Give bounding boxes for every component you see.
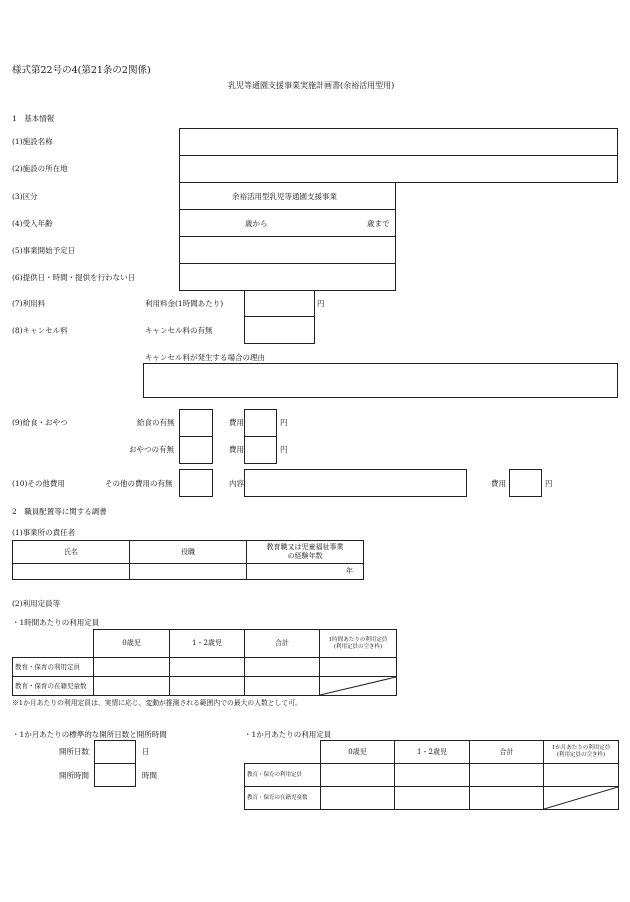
hourly-enrolled-total[interactable] (245, 677, 320, 696)
meal-field[interactable] (179, 409, 213, 437)
manager-title-cell[interactable] (130, 564, 247, 580)
hourly-capacity-total[interactable] (245, 658, 320, 677)
snack-yen: 円 (280, 445, 288, 454)
meal-sub-label: 給食の有無 (137, 418, 175, 427)
form-number: 様式第22号の4(第21条の2関係) (12, 65, 151, 76)
open-days-field[interactable] (94, 740, 136, 764)
hourly-row-capacity: 教育・保育の利用定員 (13, 658, 94, 677)
other-sub-label: その他の費用の有無 (105, 479, 173, 488)
monthly-enrolled-age12[interactable] (395, 787, 470, 810)
monthly-col-vacancy: 1か月あたりの利用定員 (利用定員の空き枠) (544, 741, 619, 764)
fee-field[interactable] (244, 290, 315, 317)
monthly-col-age12: 1・2歳児 (395, 741, 470, 764)
hourly-capacity-age12[interactable] (170, 658, 245, 677)
other-yen: 円 (545, 479, 553, 488)
fee-label: (7)利用料 (12, 299, 46, 308)
monthly-capacity-total[interactable] (470, 764, 544, 787)
monthly-capacity-table (244, 740, 619, 810)
other-field[interactable] (179, 469, 213, 497)
manager-table (12, 540, 364, 580)
monthly-enrolled-total[interactable] (470, 787, 544, 810)
hourly-capacity-table (12, 629, 397, 696)
cancel-label: (8)キャンセル料 (12, 326, 68, 335)
page-title: 乳児等通園支援事業実施計画書(余裕活用型用) (228, 81, 395, 90)
facility-name-field[interactable] (179, 128, 618, 156)
service-days-field[interactable] (179, 263, 396, 291)
hour-unit: 時間 (142, 771, 157, 780)
monthly-enrolled-age0[interactable] (321, 787, 395, 810)
start-date-label: (5)事業開始予定日 (12, 246, 76, 255)
hourly-col-vacancy: 1時間あたりの利用定員 (利用定員の空き枠) (320, 630, 397, 658)
facility-address-field[interactable] (179, 155, 618, 183)
meal-yen: 円 (280, 418, 288, 427)
other-content-label: 内容 (229, 479, 244, 488)
manager-col-experience: 教育職又は児童福祉事業 の経験年数 (247, 541, 364, 564)
capacity-heading: (2)利用定員等 (12, 599, 61, 608)
other-cost-label: 費用 (491, 479, 506, 488)
cancel-reason-label: キャンセル料が発生する場合の理由 (145, 353, 265, 362)
age-from: 歳から (245, 219, 268, 228)
cancel-reason-field[interactable] (143, 363, 618, 398)
capacity-note: ※1か月あたりの利用定員は、実情に応じ、変動が推測される範囲内での最大の人数として可。 (12, 699, 302, 707)
monthly-days-heading: ・1か月あたりの標準的な開所日数と開所時間 (12, 730, 167, 739)
other-content-field[interactable] (244, 469, 467, 497)
hourly-capacity-vacancy[interactable] (320, 658, 397, 677)
snack-cost-field[interactable] (244, 436, 277, 464)
manager-col-title: 役職 (130, 541, 247, 564)
hourly-heading: ・1時間あたりの利用定員 (12, 618, 100, 627)
monthly-enrolled-vacancy-diagonal (544, 787, 619, 810)
hourly-col-age0: 0歳児 (94, 630, 170, 658)
category-label: (3)区分 (12, 192, 38, 201)
meal-cost-label: 費用 (229, 418, 244, 427)
manager-col-name: 氏名 (13, 541, 130, 564)
hourly-col-total: 合計 (245, 630, 320, 658)
hourly-capacity-age0[interactable] (94, 658, 170, 677)
meal-label: (9)給食・おやつ (12, 418, 68, 427)
monthly-capacity-age12[interactable] (395, 764, 470, 787)
manager-heading: (1)事業所の責任者 (12, 528, 76, 537)
day-unit: 日 (142, 747, 150, 756)
hourly-enrolled-age12[interactable] (170, 677, 245, 696)
monthly-col-total: 合計 (470, 741, 544, 764)
snack-sub-label: おやつの有無 (129, 445, 174, 454)
facility-address-label: (2)施設の所在地 (12, 164, 68, 173)
meal-cost-field[interactable] (244, 409, 277, 437)
other-label: (10)その他費用 (12, 479, 65, 488)
cancel-field[interactable] (244, 316, 315, 344)
age-label: (4)受入年齢 (12, 219, 53, 228)
monthly-row-capacity: 教育・保育の利用定員 (245, 764, 321, 787)
section2-heading: 2 職員配置等に関する調書 (12, 507, 107, 516)
open-hours-label: 開所時間 (59, 771, 89, 780)
hourly-enrolled-vacancy-diagonal (320, 677, 397, 696)
section1-heading: 1 基本情報 (12, 114, 55, 123)
snack-cost-label: 費用 (229, 445, 244, 454)
hourly-col-age12: 1・2歳児 (170, 630, 245, 658)
monthly-capacity-age0[interactable] (321, 764, 395, 787)
snack-field[interactable] (179, 436, 213, 464)
other-cost-field[interactable] (509, 469, 542, 497)
manager-name-cell[interactable] (13, 564, 130, 580)
open-days-label: 開所日数 (59, 747, 89, 756)
fee-sub-label: 利用料金(1時間あたり) (145, 299, 224, 308)
hourly-row-enrolled: 教育・保育の在籍児童数 (13, 677, 94, 696)
start-date-field[interactable] (179, 236, 396, 264)
service-days-label: (6)提供日・時間・提供を行わない日 (12, 273, 136, 282)
monthly-col-age0: 0歳児 (321, 741, 395, 764)
cancel-sub-label: キャンセル料の有無 (145, 326, 213, 335)
open-hours-field[interactable] (94, 763, 136, 787)
hourly-enrolled-age0[interactable] (94, 677, 170, 696)
age-to: 歳まで (367, 219, 390, 228)
category-value: 余裕活用型乳児等通園支援事業 (232, 192, 337, 201)
monthly-capacity-vacancy[interactable] (544, 764, 619, 787)
fee-yen: 円 (317, 299, 325, 308)
manager-years-cell[interactable]: 年 (247, 564, 364, 580)
monthly-heading: ・1か月あたりの利用定員 (244, 730, 332, 739)
facility-name-label: (1)施設名称 (12, 137, 53, 146)
monthly-row-enrolled: 教育・保育の在籍児童数 (245, 787, 321, 810)
age-field[interactable] (179, 209, 396, 237)
